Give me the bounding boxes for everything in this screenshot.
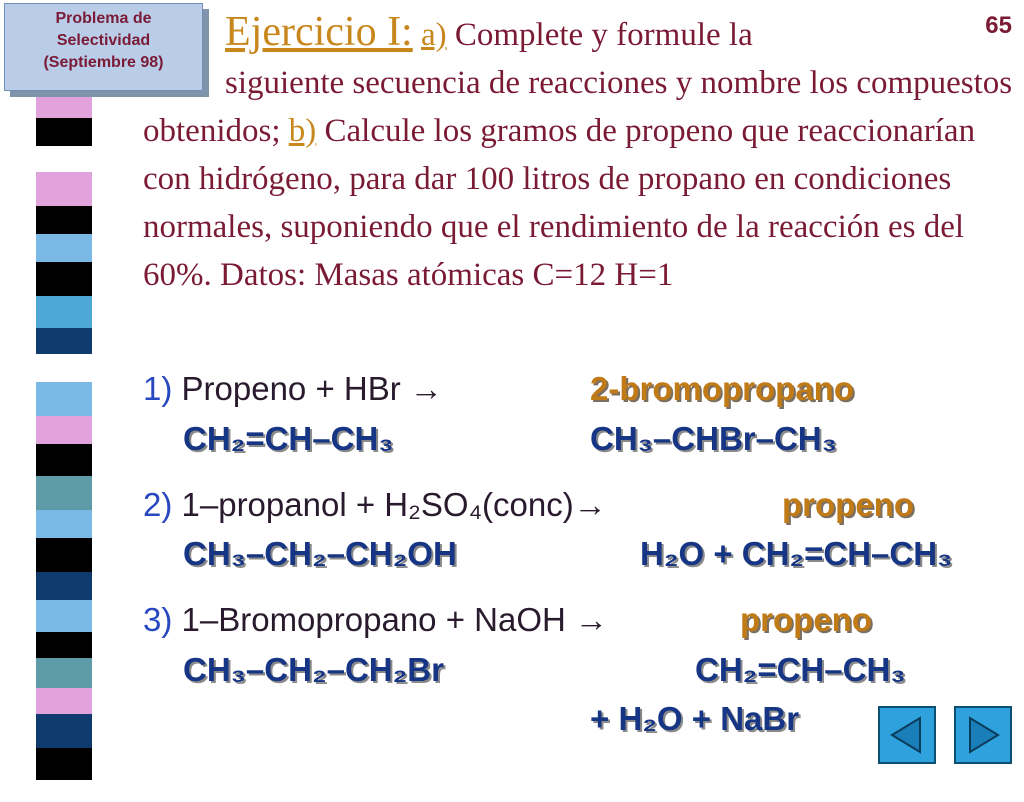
part-b-label: b)	[288, 113, 317, 149]
reaction-3-product-name: propeno	[740, 601, 872, 638]
previous-slide-button[interactable]	[878, 706, 936, 764]
problem-statement	[143, 8, 1013, 299]
source-line-3: (Septiembre 98)	[43, 54, 164, 71]
part-a-text-rest: siguiente secuencia de reacciones y nombre los compuestos obtenidos;	[143, 65, 1013, 149]
reaction-1-reactant-formula: CH₂=CH–CH₃	[183, 420, 394, 457]
reaction-1-arrow-icon: →	[409, 370, 443, 407]
reaction-1-number: 1)	[143, 370, 173, 407]
part-a-label: a)	[420, 17, 447, 53]
reaction-3-reactant-formula: CH₃–CH₂–CH₂Br	[183, 651, 444, 688]
reaction-2-number: 2)	[143, 486, 173, 523]
reaction-2-product-name: propeno	[782, 486, 914, 523]
source-line-1: Problema de	[55, 10, 152, 27]
triangle-right-icon	[956, 708, 1010, 762]
reaction-1-product-name: 2-bromopropano	[590, 370, 854, 407]
next-slide-button[interactable]	[954, 706, 1012, 764]
part-a-text-first: Complete y formule la	[446, 17, 753, 53]
reaction-2-product-formula: H₂O + CH₂=CH–CH₃	[640, 535, 953, 572]
part-b-text: Calcule los gramos de propeno que reaccionarían con hidrógeno, para dar 100 litros de propano en condiciones normales, suponiendo que el rendimiento de la reacción es del 60%. Datos: Masas atómicas C=12 H=1	[143, 113, 976, 293]
decorative-color-strip	[36, 0, 92, 768]
reaction-3-product-formula: CH₂=CH–CH₃	[695, 651, 906, 688]
page-number: 65	[985, 12, 1012, 39]
exercise-title: Ejercicio I:	[225, 9, 413, 55]
reaction-1-product-formula: CH₃–CHBr–CH₃	[590, 420, 837, 457]
reaction-2-line	[143, 486, 607, 524]
reaction-3-reactants: 1–Bromopropano + NaOH	[172, 601, 575, 638]
reaction-3-number: 3)	[143, 601, 173, 638]
source-line-2: Selectividad	[56, 32, 151, 49]
reaction-1-reactants: Propeno + HBr	[172, 370, 410, 407]
reaction-2-reactant-formula: CH₃–CH₂–CH₂OH	[183, 535, 457, 572]
reaction-2-reactants: 1–propanol + H₂SO₄(conc)	[172, 486, 574, 523]
triangle-left-icon	[880, 708, 934, 762]
reaction-3-byproducts: + H₂O + NaBr	[590, 700, 800, 737]
reaction-1-line	[143, 370, 443, 408]
reaction-2-arrow-icon: →	[573, 486, 607, 523]
reaction-3-arrow-icon: →	[574, 601, 608, 638]
reaction-3-line	[143, 601, 608, 639]
